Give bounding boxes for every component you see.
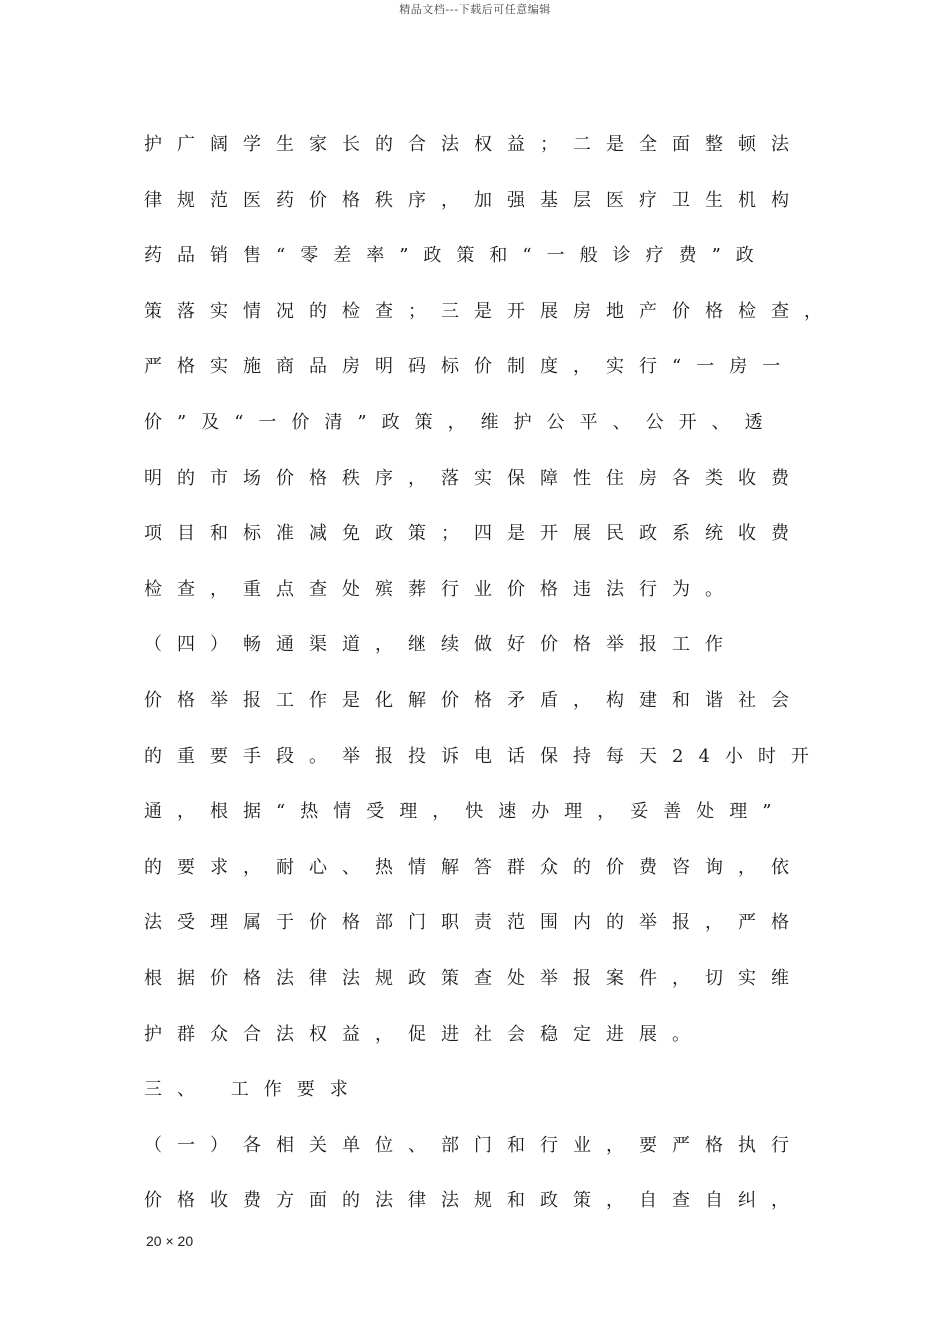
body-line: 护群众合法权益，促进社会稳定进展。 <box>144 1023 705 1045</box>
body-line: 律规范医药价格秩序，加强基层医疗卫生机构 <box>144 189 804 211</box>
body-line: 法受理属于价格部门职责范围内的举报，严格 <box>144 912 804 934</box>
body-line: 严格实施商品房明码标价制度，实行“一房一 <box>144 356 796 378</box>
body-line: 根据价格法律法规政策查处举报案件，切实维 <box>144 967 804 989</box>
body-line: 策落实情况的检查；三是开展房地产价格检查， <box>144 300 837 322</box>
section-heading: （四）畅通渠道，继续做好价格举报工作 <box>144 634 738 656</box>
body-line: 通，根据“热情受理，快速办理，妥善处理” <box>144 801 787 823</box>
body-line: 的要求，耐心、热情解答群众的价费咨询，依 <box>144 856 804 878</box>
body-line: 价格举报工作是化解价格矛盾，构建和谐社会 <box>144 689 804 711</box>
body-line: 护广阔学生家长的合法权益；二是全面整顿法 <box>144 134 804 155</box>
body-line: 价格收费方面的法律法规和政策，自查自纠， <box>144 1190 804 1212</box>
body-line: 项目和标准减免政策；四是开展民政系统收费 <box>144 523 804 545</box>
page-header: 精品文档---下载后可任意编辑 <box>399 3 551 16</box>
body-line: 检查，重点查处殡葬行业价格违法行为。 <box>144 578 738 600</box>
body-line: 的重要手段。举报投诉电话保持每天24小时开 <box>144 745 824 767</box>
body-line: 价”及“一价清”政策，维护公平、公开、透 <box>144 411 778 433</box>
document-body <box>144 117 844 1229</box>
body-line: 药品销售“零差率”政策和“一般诊疗费”政 <box>144 245 769 267</box>
page-footer: 20 × 20 <box>146 1233 194 1249</box>
body-line: 明的市场价格秩序，落实保障性住房各类收费 <box>144 467 804 489</box>
body-line: （一）各相关单位、部门和行业，要严格执行 <box>144 1134 804 1156</box>
section-heading: 三、 工作要求 <box>144 1079 363 1101</box>
